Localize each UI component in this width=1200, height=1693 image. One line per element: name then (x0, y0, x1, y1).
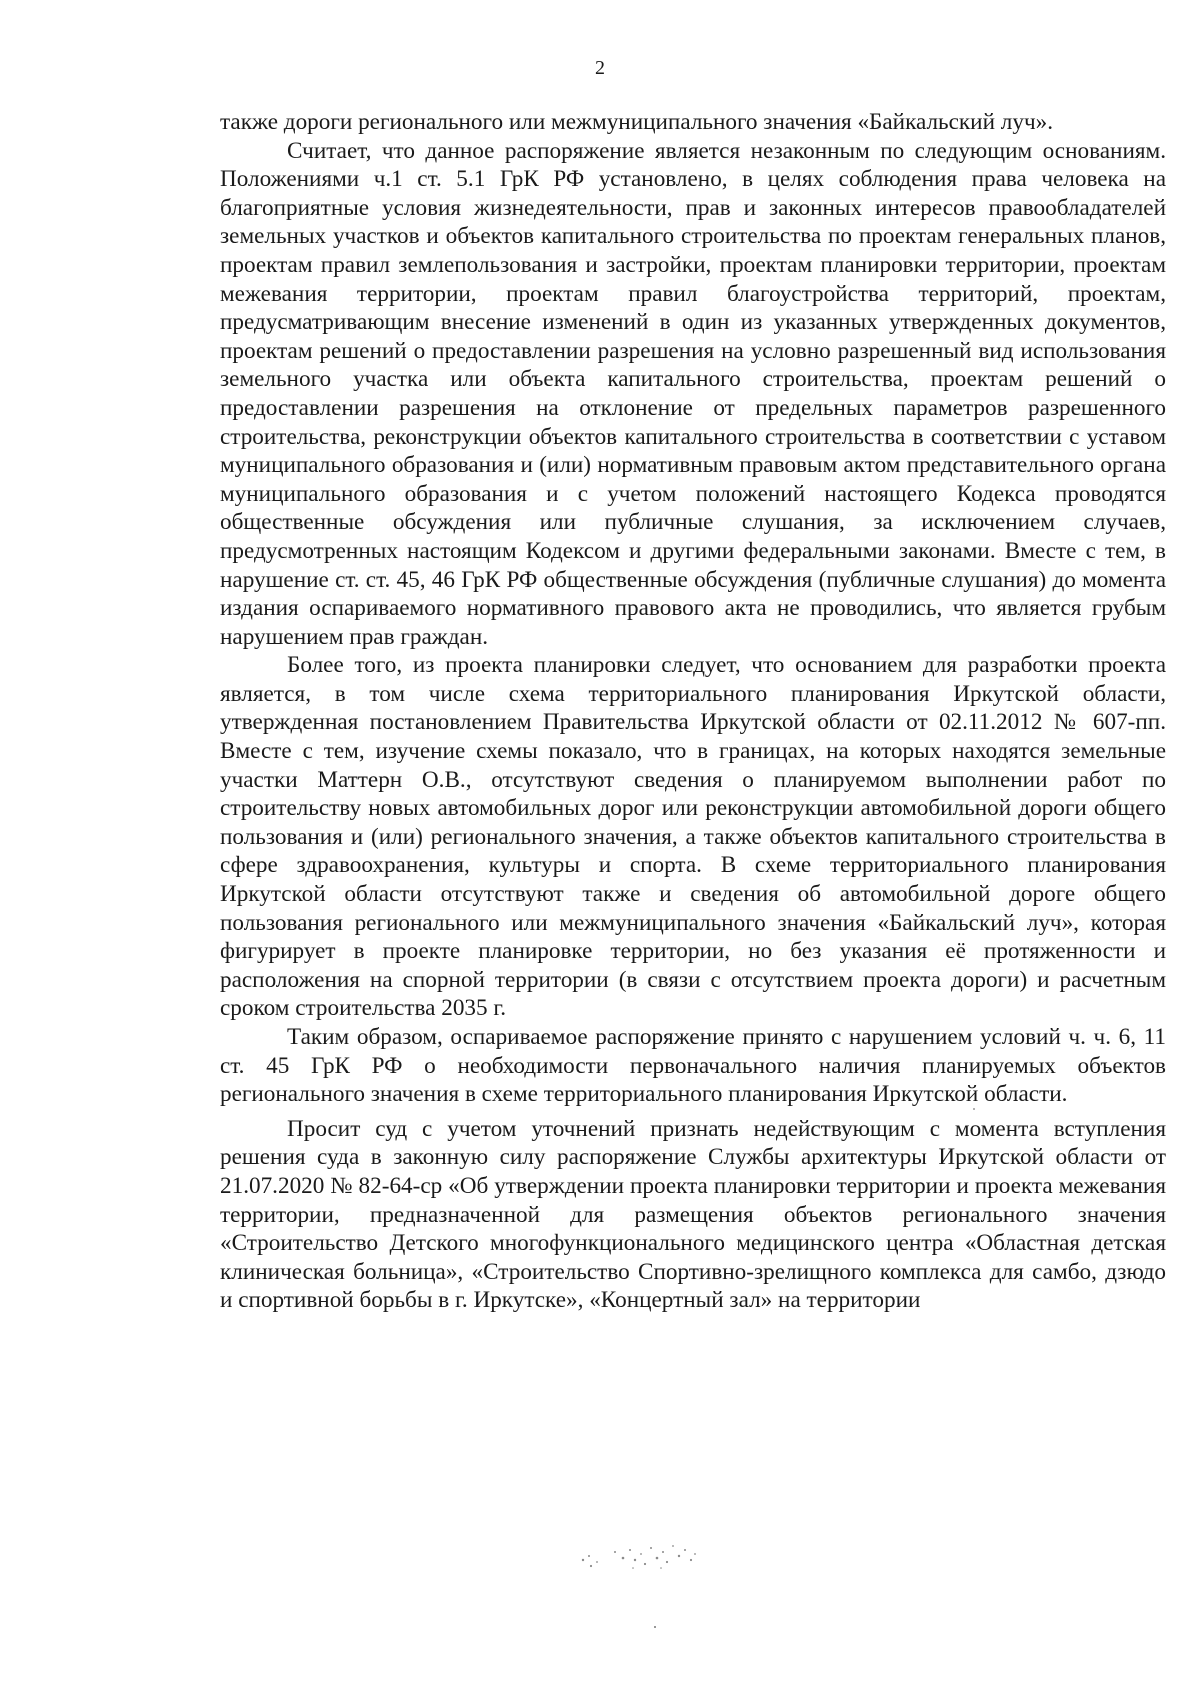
scan-speck (973, 1108, 975, 1110)
faint-stamp-mark (575, 1538, 710, 1578)
document-body (220, 108, 1166, 1315)
paragraph: Более того, из проекта планировки следует, что основанием для разработки проекта является, в том числе схема территориального планирования Иркутской области, утвержденная постановлением Правительства Иркутской области от 02.11.2012 № 607-пп. Вместе с тем, изучение схемы показало, что в границах, на которых находятся земельные участки Маттерн О.В., отсутствуют сведения о планируемом выполнении работ по строительству новых автомобильных дорог или реконструкции автомобильной дороги общего пользования и (или) регионального значения, а также объектов капитального строительства в сфере здравоохранения, культуры и спорта. В схеме территориального планирования Иркутской области отсутствуют также и сведения об автомобильной дороге общего пользования регионального или межмуниципального значения «Байкальский луч», которая фигурирует в проекте планировке территории, но без указания её протяженности и расположения на спорной территории (в связи с отсутствием проекта дороги) и расчетным сроком строительства 2035 г. (220, 652, 1166, 1022)
paragraph: Таким образом, оспариваемое распоряжение принято с нарушением условий ч. ч. 6, 11 ст. 45 ГрК РФ о необходимости первоначального наличия планируемых объектов регионального значения в схеме территориального планирования Иркутской области. (220, 1024, 1166, 1108)
scan-speck (654, 1626, 656, 1628)
paragraph: Считает, что данное распоряжение является незаконным по следующим основаниям. Положениями ч.1 ст. 5.1 ГрК РФ установлено, в целях соблюдения права человека на благоприятные условия жизнедеятельности, прав и законных интересов правообладателей земельных участков и объектов капитального строительства по проектам генеральных планов, проектам правил землепользования и застройки, проектам планировки территории, проектам межевания территории, проектам правил благоустройства территорий, проектам, предусматривающим внесение изменений в один из указанных утвержденных документов, проектам решений о предоставлении разрешения на условно разрешенный вид использования земельного участка или объекта капитального строительства, проектам решений о предоставлении разрешения на отклонение от предельных параметров разрешенного строительства, реконструкции объектов капитального строительства в соответствии с уставом муниципального образования и (или) нормативным правовым актом представительного органа муниципального образования и с учетом положений настоящего Кодекса проводятся общественные обсуждения или публичные слушания, за исключением случаев, предусмотренных настоящим Кодексом и другими федеральными законами. Вместе с тем, в нарушение ст. ст. 45, 46 ГрК РФ общественные обсуждения (публичные слушания) до момента издания оспариваемого нормативного правового акта не проводились, что является грубым нарушением прав граждан. (220, 137, 1166, 650)
paragraph: Просит суд с учетом уточнений признать недействующим с момента вступления решения суда в законную силу распоряжение Службы архитектуры Иркутской области от 21.07.2020 № 82-64-ср «Об утверждении проекта планировки территории и проекта межевания территории, предназначенной для размещения объектов регионального значения «Строительство Детского многофункционального медицинского центра «Областная детская клиническая больница», «Строительство Спортивно-зрелищного комплекса для самбо, дзюдо и спортивной борьбы в г. Иркутске», «Концертный зал» на территории (220, 1115, 1166, 1314)
page-number: 2 (595, 57, 605, 79)
paragraph: также дороги регионального или межмуниципального значения «Байкальский луч». (220, 109, 1054, 135)
